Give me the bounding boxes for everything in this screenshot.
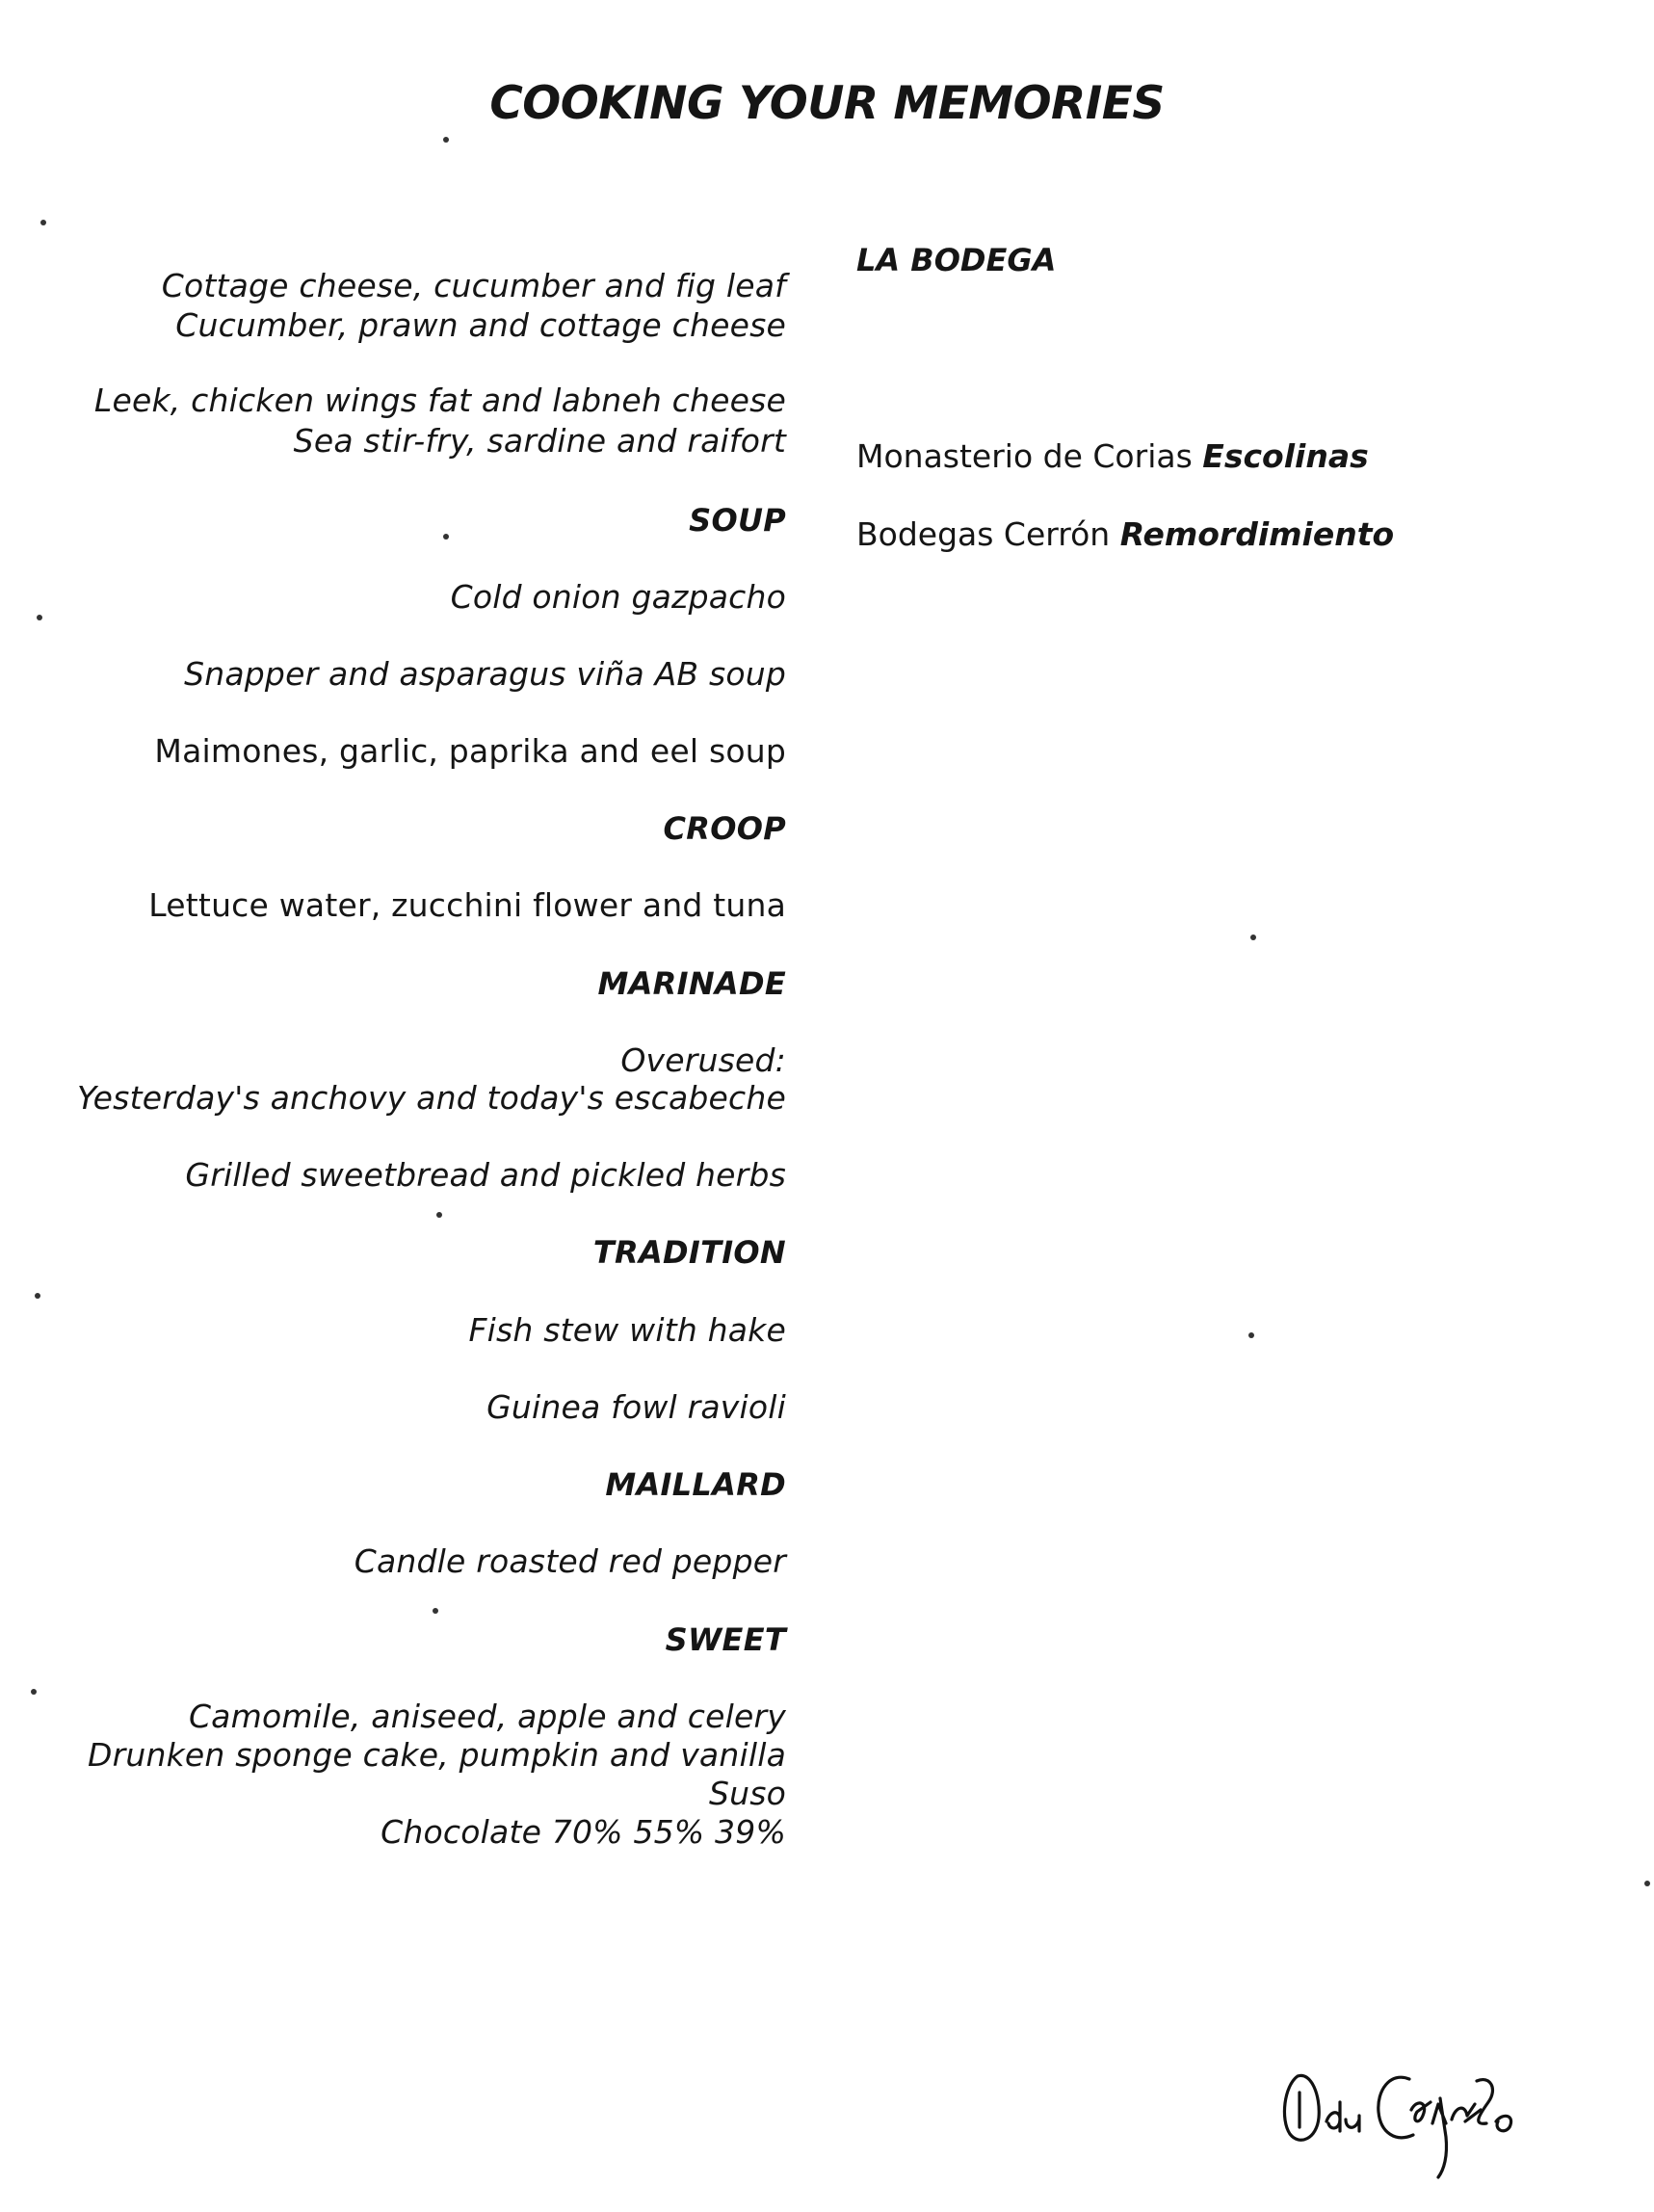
- dish-line: Grilled sweetbread and pickled herbs: [185, 1156, 786, 1194]
- section-heading-croop: CROOP: [663, 810, 786, 847]
- dish-line: Maimones, garlic, paprika and eel soup: [154, 732, 786, 770]
- wine-name: Remordimiento: [1119, 515, 1395, 553]
- scan-speck: [443, 534, 449, 540]
- dish-line: Cucumber, prawn and cottage cheese: [175, 306, 786, 344]
- scan-speck: [436, 1212, 442, 1218]
- wine-name: Escolinas: [1202, 437, 1369, 475]
- scan-speck: [443, 137, 449, 143]
- scan-speck: [40, 220, 46, 225]
- wine-entry: [856, 437, 1369, 476]
- wine-list-heading: LA BODEGA: [856, 242, 1057, 278]
- section-heading-sweet: SWEET: [665, 1621, 786, 1658]
- section-heading-tradition: TRADITION: [592, 1234, 786, 1271]
- dish-line: Chocolate 70% 55% 39%: [381, 1813, 786, 1851]
- scan-speck: [1250, 935, 1256, 940]
- dish-line: Cold onion gazpacho: [450, 578, 786, 616]
- scan-speck: [37, 615, 42, 620]
- dish-line: Fish stew with hake: [468, 1311, 786, 1349]
- section-heading-soup: SOUP: [689, 502, 786, 539]
- scan-speck: [1248, 1332, 1254, 1338]
- dish-line: Snapper and asparagus viña AB soup: [184, 655, 786, 693]
- dish-line: Drunken sponge cake, pumpkin and vanilla: [88, 1736, 786, 1774]
- dish-line: Cottage cheese, cucumber and fig leaf: [161, 267, 786, 304]
- wine-entry: [856, 515, 1394, 554]
- dish-line: Candle roasted red pepper: [354, 1542, 786, 1580]
- wine-producer: Bodegas Cerrón: [856, 515, 1111, 553]
- section-heading-maillard: MAILLARD: [605, 1466, 786, 1503]
- dish-line: Guinea fowl ravioli: [486, 1388, 786, 1426]
- handwritten-signature: [1276, 2042, 1536, 2187]
- dish-line: Yesterday's anchovy and today's escabeche: [76, 1079, 786, 1117]
- section-heading-marinade: MARINADE: [597, 965, 786, 1002]
- page-title: COOKING YOUR MEMORIES: [489, 77, 1165, 130]
- wine-producer: Monasterio de Corias: [856, 437, 1193, 475]
- scan-speck: [1644, 1881, 1650, 1886]
- dish-line: Leek, chicken wings fat and labneh cheese: [93, 382, 786, 419]
- dish-line: Camomile, aniseed, apple and celery: [188, 1698, 786, 1735]
- dish-line: Sea stir-fry, sardine and raifort: [293, 422, 786, 460]
- dish-line: Lettuce water, zucchini flower and tuna: [148, 886, 786, 924]
- dish-line: Suso: [708, 1775, 786, 1812]
- dish-line: Overused:: [620, 1041, 786, 1079]
- scan-speck: [35, 1293, 40, 1299]
- scan-speck: [31, 1689, 37, 1695]
- scan-speck: [433, 1608, 438, 1614]
